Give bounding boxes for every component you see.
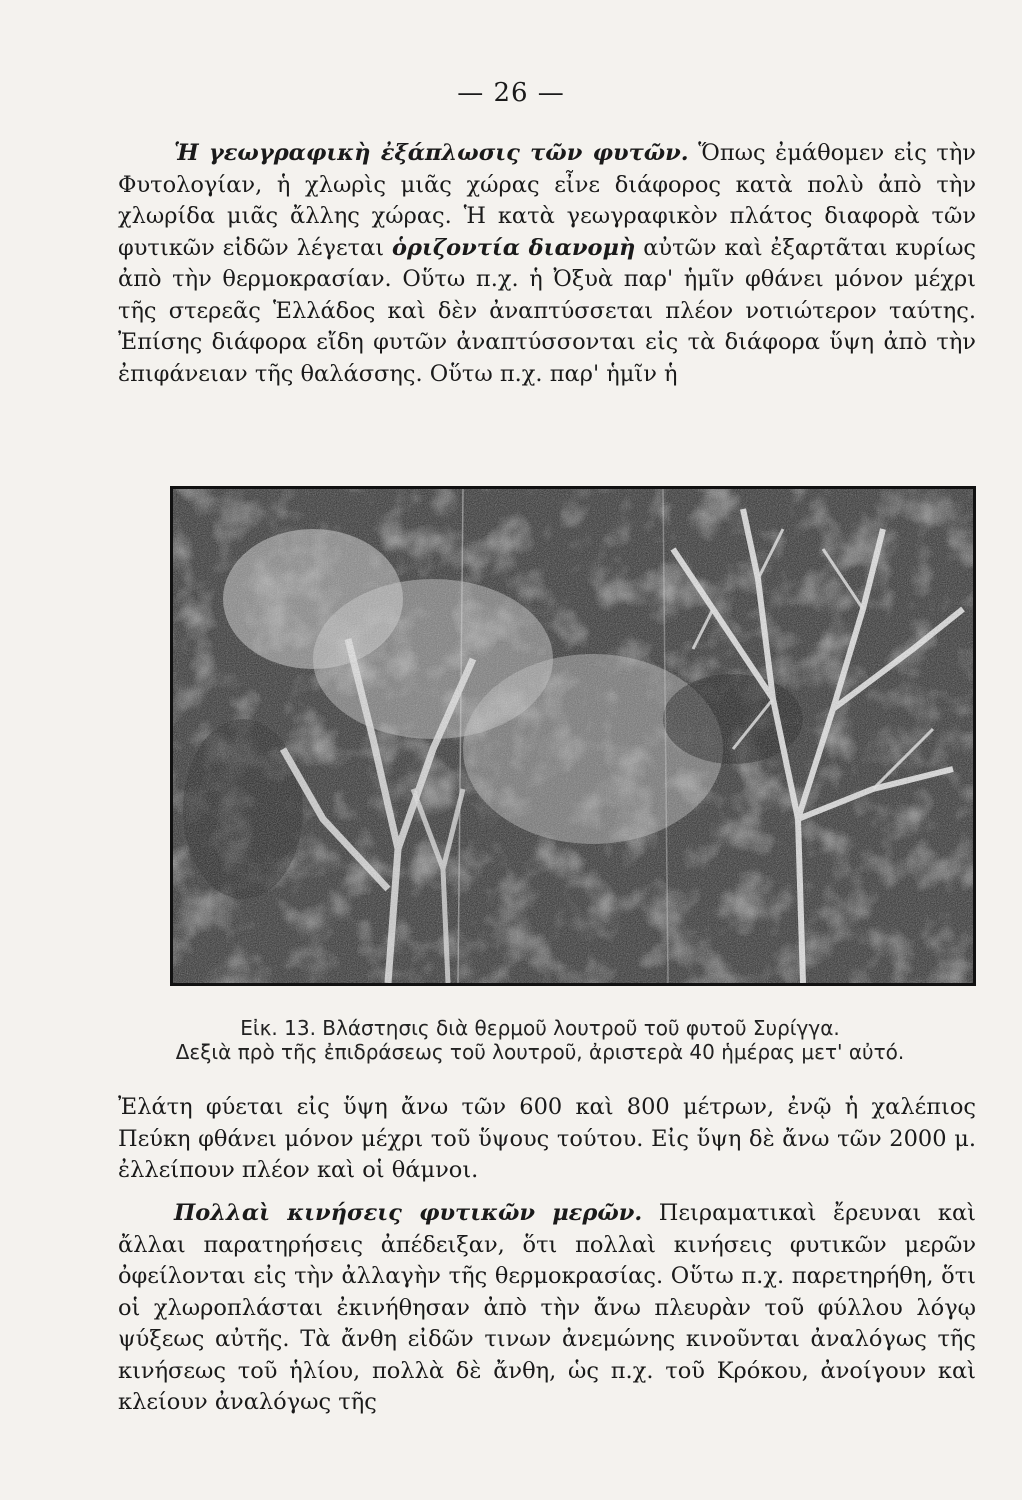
figure-caption-line2: Δεξιὰ πρὸ τῆς ἐπιδράσεως τοῦ λουτροῦ, ἀριστερὰ 40 ἡμέρας μετ' αὐτό. [175,1040,905,1064]
paragraph3-text: Πειραματικαὶ ἔρευναι καὶ ἄλλαι παρατηρήσεις ἀπέδειξαν, ὅτι πολλαὶ κινήσεις φυτικῶν μερῶν ὀφείλονται εἰς τὴν ἀλλαγὴν τῆς θερμοκρασίας. Οὕτω π.χ. παρετηρήθη, ὅτι οἱ χλωροπλάσται ἐκινήθησαν ἀπὸ τὴν ἄνω πλευρὰν τοῦ φύλλου λόγῳ ψύξεως αὐτῆς. Τὰ ἄνθη εἰδῶν τινων ἀνεμώνης κινοῦνται ἀναλόγως τῆς κινήσεως τοῦ ἡλίου, πολλὰ δὲ ἄνθη, ὡς π.χ. τοῦ Κρόκου, ἀνοίγουν καὶ κλείουν ἀναλόγως τῆς [118,1200,976,1415]
paragraph1-text-b: αὐτῶν καὶ ἐξαρτᾶται κυρίως ἀπὸ τὴν θερμοκρασίαν. Οὕτω π.χ. ἡ Ὀξυὰ παρ' ἡμῖν φθάνει μόνον μέχρι τῆς στερεᾶς Ἑλλάδος καὶ δὲν ἀναπτύσσεται πλέον νοτιώτερον ταύτης. Ἐπίσης διάφορα εἴδη φυτῶν ἀναπτύσσονται εἰς τὰ διάφορα ὕψη ἀπὸ τὴν ἐπιφάνειαν τῆς θαλάσσης. Οὕτω π.χ. παρ' ἡμῖν ἡ [118,234,977,387]
paragraph1-text-a: Ὅπως ἐμάθομεν εἰς τὴν Φυτολογίαν, ἡ χλωρὶς μιᾶς χώρας εἶνε διάφορος κατὰ πολὺ ἀπὸ τὴν χλωρίδα μιᾶς ἄλλης χώρας. Ἡ κατὰ γεωγραφικὸν πλάτος διαφορὰ τῶν φυτικῶν εἰδῶν λέγεται [118,140,976,261]
figure-caption [130,1016,950,1064]
paragraph-geographic-distribution [118,138,976,390]
page-number: — 26 — [457,78,565,108]
section-heading-geographic-distribution: Ἡ γεωγραφικὴ ἐξάπλωσις τῶν φυτῶν. [174,140,689,166]
paragraph-altitude-continuation: Ἐλάτη φύεται εἰς ὕψη ἄνω τῶν 600 καὶ 800 μέτρων, ἐνῷ ἡ χαλέπιος Πεύκη φθάνει μόνον μέχρι τοῦ ὕψους τούτου. Εἰς ὕψη δὲ ἄνω τῶν 2000 μ. ἐλλείπουν πλέον καὶ οἱ θάμνοι. [118,1094,976,1183]
term-horizontal-distribution: ὁριζοντία διανομὴ [391,234,636,261]
paragraph-plant-movements [118,1198,976,1419]
figure-caption-line1: Εἰκ. 13. Βλάστησις διὰ θερμοῦ λουτροῦ τοῦ φυτοῦ Συρίγγα. [240,1016,840,1040]
figure-lilac-photo [170,486,976,986]
photo-illustration [173,489,973,983]
section-heading-plant-movements: Πολλαὶ κινήσεις φυτικῶν μερῶν. [174,1200,643,1226]
